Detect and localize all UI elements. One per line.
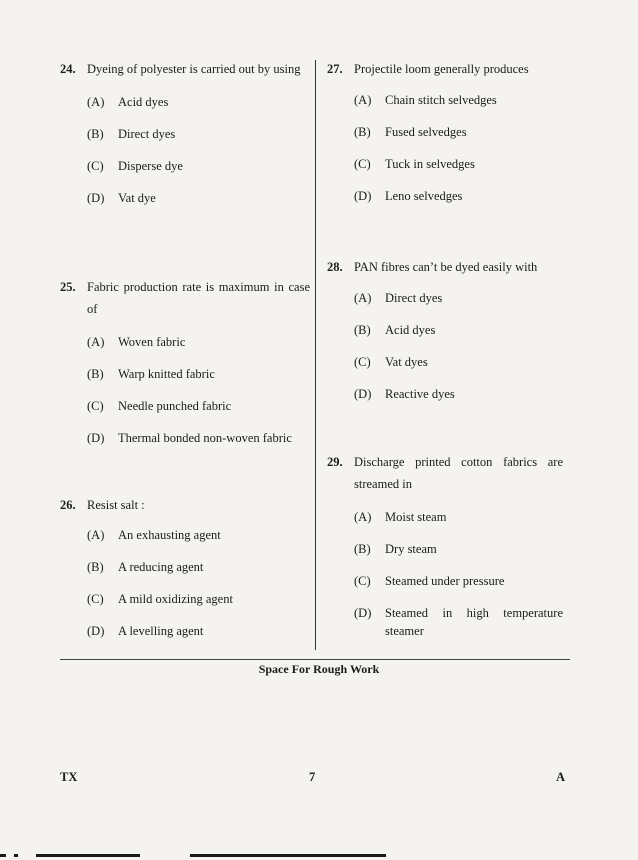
- question-number: 26.: [60, 498, 76, 512]
- question-text: Projectile loom generally produces: [354, 62, 529, 76]
- option-d[interactable]: (D) Leno selvedges: [354, 189, 463, 203]
- question-24: [60, 58, 310, 207]
- question-text: Discharge printed cotton fabrics are streamed in: [354, 455, 563, 491]
- question-number: 25.: [60, 280, 76, 294]
- question-number: 24.: [60, 62, 76, 76]
- option-a[interactable]: (A) Chain stitch selvedges: [354, 93, 497, 107]
- option-c[interactable]: (C) Disperse dye: [87, 159, 183, 173]
- page-number: 7: [309, 770, 316, 784]
- question-25: [60, 276, 310, 447]
- option-a[interactable]: (A) Acid dyes: [87, 95, 169, 109]
- question-number: 28.: [327, 260, 343, 274]
- option-a[interactable]: (A) Woven fabric: [87, 335, 186, 349]
- option-d[interactable]: (D) Reactive dyes: [354, 387, 455, 401]
- question-number: 29.: [327, 455, 343, 469]
- option-d[interactable]: (D) Steamed in high temperature steamer: [354, 606, 563, 638]
- option-b[interactable]: (B) Fused selvedges: [354, 125, 467, 139]
- question-number: 27.: [327, 62, 343, 76]
- scan-edge-mark: [36, 854, 140, 857]
- question-text: Resist salt :: [87, 498, 145, 512]
- question-27: [327, 58, 563, 205]
- option-b[interactable]: (B) Dry steam: [354, 542, 437, 556]
- scan-edge-mark: [190, 854, 386, 857]
- option-a[interactable]: (A) An exhausting agent: [87, 528, 221, 542]
- rough-work-rule: [60, 659, 570, 660]
- option-b[interactable]: (B) Warp knitted fabric: [87, 367, 215, 381]
- option-c[interactable]: (C) Tuck in selvedges: [354, 157, 475, 171]
- option-c[interactable]: (C) A mild oxidizing agent: [87, 592, 233, 606]
- subject-code: TX: [60, 770, 78, 784]
- option-b[interactable]: (B) A reducing agent: [87, 560, 204, 574]
- question-text: PAN fibres can’t be dyed easily with: [354, 260, 538, 274]
- question-29: [327, 451, 563, 640]
- question-28: [327, 256, 563, 403]
- option-b[interactable]: (B) Direct dyes: [87, 127, 176, 141]
- rough-work-heading: Space For Rough Work: [258, 662, 380, 676]
- option-b[interactable]: (B) Acid dyes: [354, 323, 436, 337]
- option-c[interactable]: (C) Steamed under pressure: [354, 574, 505, 588]
- option-d[interactable]: (D) Vat dye: [87, 191, 156, 205]
- option-c[interactable]: (C) Needle punched fabric: [87, 399, 232, 413]
- option-c[interactable]: (C) Vat dyes: [354, 355, 428, 369]
- option-a[interactable]: (A) Direct dyes: [354, 291, 443, 305]
- question-26: [60, 494, 310, 640]
- column-divider: [315, 60, 316, 650]
- scan-edge-mark: [0, 854, 6, 857]
- scan-edge-mark: [14, 854, 18, 857]
- question-text: Fabric production rate is maximum in case of: [87, 280, 310, 316]
- option-d[interactable]: (D) Thermal bonded non-woven fabric: [87, 431, 292, 445]
- question-text: Dyeing of polyester is carried out by using: [87, 62, 301, 76]
- option-d[interactable]: (D) A levelling agent: [87, 624, 204, 638]
- option-a[interactable]: (A) Moist steam: [354, 510, 447, 524]
- booklet-set: A: [556, 770, 566, 784]
